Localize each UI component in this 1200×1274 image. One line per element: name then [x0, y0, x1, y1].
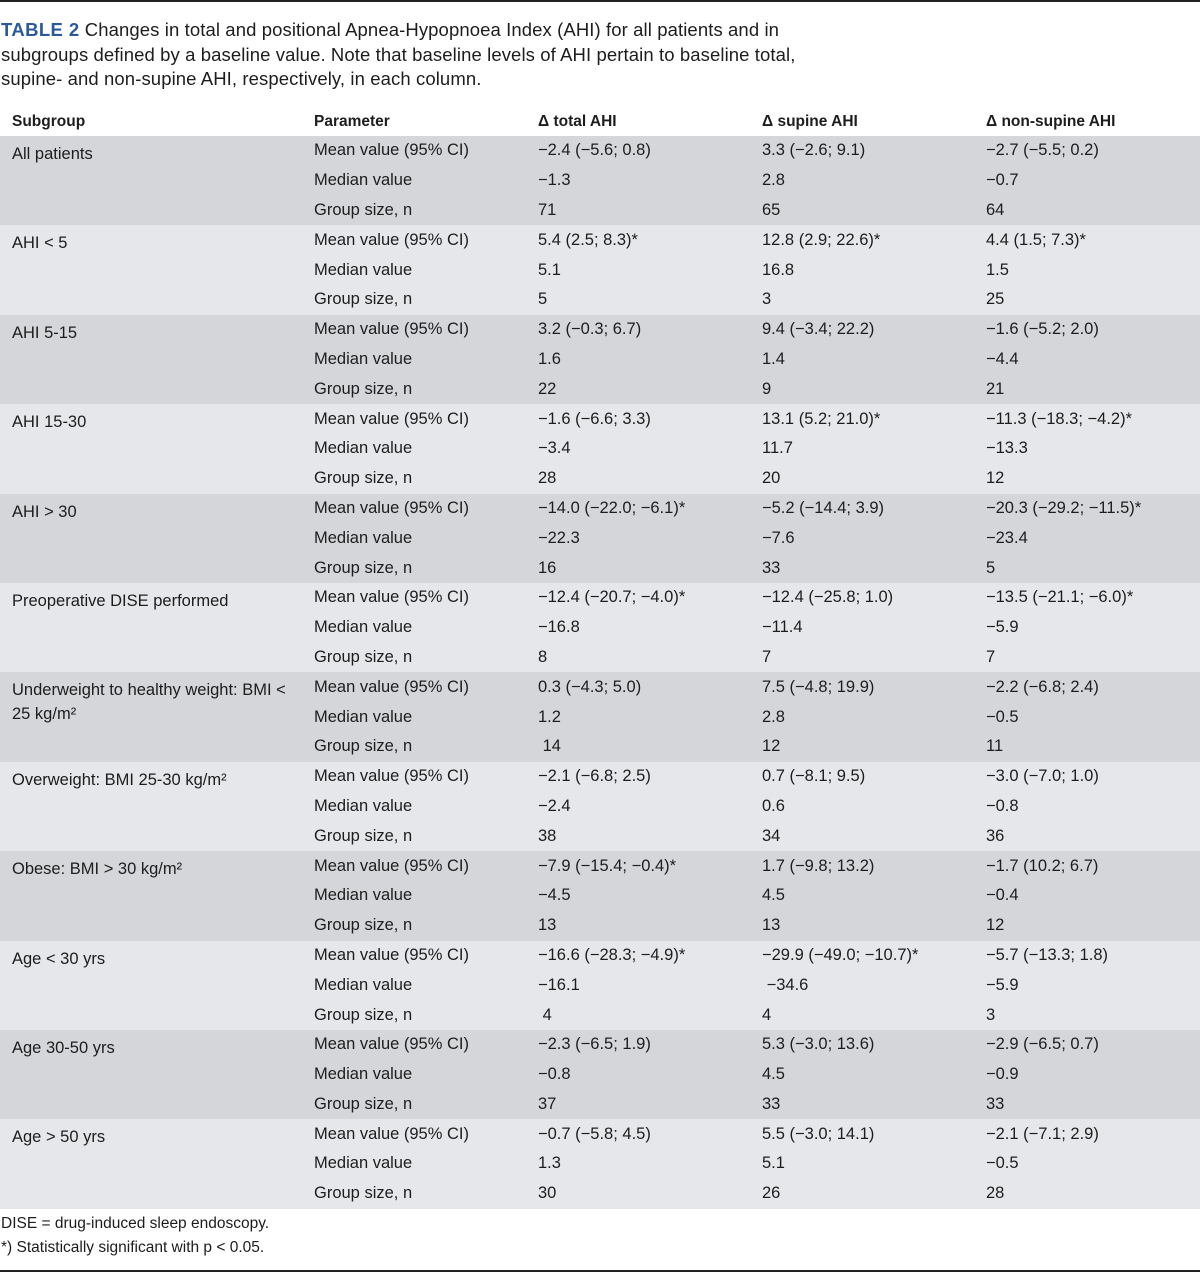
table-row	[0, 196, 1200, 226]
subgroup-block	[0, 583, 1200, 672]
delta-total-ahi-cell: 3.2 (−0.3; 6.7)	[538, 320, 642, 339]
parameter-cell: Median value	[314, 1154, 413, 1173]
delta-nonsupine-ahi-cell: −4.4	[986, 349, 1019, 368]
parameter-cell: Mean value (95% CI)	[314, 320, 469, 339]
delta-nonsupine-ahi-cell: −2.1 (−7.1; 2.9)	[986, 1124, 1099, 1143]
table-row	[0, 732, 1200, 762]
table-row	[0, 255, 1200, 285]
parameter-cell: Mean value (95% CI)	[314, 230, 469, 249]
delta-total-ahi-cell: 14	[538, 737, 561, 756]
parameter-cell: Mean value (95% CI)	[314, 1124, 469, 1143]
parameter-cell: Median value	[314, 1065, 413, 1084]
delta-supine-ahi-cell: 5.1	[762, 1154, 785, 1173]
delta-nonsupine-ahi-cell: −5.9	[986, 975, 1019, 994]
delta-supine-ahi-cell: 13	[762, 916, 781, 935]
parameter-cell: Group size, n	[314, 290, 413, 309]
delta-supine-ahi-cell: −29.9 (−49.0; −10.7)*	[762, 945, 919, 964]
delta-total-ahi-cell: 0.3 (−4.3; 5.0)	[538, 677, 642, 696]
delta-total-ahi-cell: −3.4	[538, 439, 571, 458]
delta-nonsupine-ahi-cell: −13.5 (−21.1; −6.0)*	[986, 588, 1134, 607]
parameter-cell: Mean value (95% CI)	[314, 856, 469, 875]
delta-supine-ahi-cell: 7	[762, 647, 772, 666]
delta-supine-ahi-cell: 12	[762, 737, 781, 756]
delta-total-ahi-cell: −2.4 (−5.6; 0.8)	[538, 141, 651, 160]
subgroup-block	[0, 494, 1200, 583]
delta-nonsupine-ahi-cell: 12	[986, 469, 1005, 488]
header-delta-total-ahi: Δ total AHI	[538, 113, 617, 130]
delta-supine-ahi-cell: 1.4	[762, 349, 785, 368]
delta-supine-ahi-cell: 33	[762, 1094, 781, 1113]
header-parameter: Parameter	[314, 113, 390, 130]
table-row	[0, 523, 1200, 553]
delta-total-ahi-cell: 5.1	[538, 260, 561, 279]
delta-total-ahi-cell: −1.6 (−6.6; 3.3)	[538, 409, 651, 428]
delta-supine-ahi-cell: 2.8	[762, 171, 785, 190]
subgroup-block	[0, 762, 1200, 851]
delta-supine-ahi-cell: 3	[762, 290, 772, 309]
delta-total-ahi-cell: 5.4 (2.5; 8.3)*	[538, 230, 638, 249]
parameter-cell: Group size, n	[314, 469, 413, 488]
parameter-cell: Group size, n	[314, 647, 413, 666]
delta-total-ahi-cell: 22	[538, 379, 557, 398]
parameter-cell: Mean value (95% CI)	[314, 498, 469, 517]
delta-nonsupine-ahi-cell: 1.5	[986, 260, 1009, 279]
delta-nonsupine-ahi-cell: −0.5	[986, 707, 1019, 726]
parameter-cell: Group size, n	[314, 379, 413, 398]
delta-nonsupine-ahi-cell: −3.0 (−7.0; 1.0)	[986, 767, 1099, 786]
parameter-cell: Mean value (95% CI)	[314, 767, 469, 786]
parameter-cell: Median value	[314, 439, 413, 458]
subgroup-label: AHI > 30	[12, 502, 77, 521]
table-footnotes	[1, 1212, 269, 1260]
delta-supine-ahi-cell: 5.5 (−3.0; 14.1)	[762, 1124, 875, 1143]
parameter-cell: Mean value (95% CI)	[314, 141, 469, 160]
footnote-significance: *) Statistically significant with p < 0.05.	[1, 1239, 265, 1256]
delta-total-ahi-cell: 1.2	[538, 707, 561, 726]
table-row	[0, 792, 1200, 822]
delta-total-ahi-cell: 37	[538, 1094, 557, 1113]
delta-nonsupine-ahi-cell: −0.4	[986, 886, 1019, 905]
delta-supine-ahi-cell: 33	[762, 558, 781, 577]
delta-total-ahi-cell: 30	[538, 1184, 557, 1203]
subgroup-block	[0, 225, 1200, 314]
delta-supine-ahi-cell: 26	[762, 1184, 781, 1203]
parameter-cell: Median value	[314, 886, 413, 905]
delta-total-ahi-cell: −1.3	[538, 171, 571, 190]
data-table	[0, 108, 1200, 1209]
delta-supine-ahi-cell: 4	[762, 1005, 772, 1024]
delta-supine-ahi-cell: 0.6	[762, 796, 785, 815]
delta-nonsupine-ahi-cell: −1.6 (−5.2; 2.0)	[986, 320, 1099, 339]
table-row	[0, 494, 1200, 524]
parameter-cell: Group size, n	[314, 558, 413, 577]
parameter-cell: Group size, n	[314, 826, 413, 845]
delta-total-ahi-cell: 16	[538, 558, 557, 577]
table-row	[0, 851, 1200, 881]
table-row	[0, 613, 1200, 643]
parameter-cell: Median value	[314, 171, 413, 190]
delta-total-ahi-cell: −22.3	[538, 528, 580, 547]
delta-total-ahi-cell: 28	[538, 469, 557, 488]
delta-supine-ahi-cell: 20	[762, 469, 781, 488]
delta-nonsupine-ahi-cell: 3	[986, 1005, 996, 1024]
delta-supine-ahi-cell: 9.4 (−3.4; 22.2)	[762, 320, 875, 339]
delta-supine-ahi-cell: −11.4	[762, 618, 803, 637]
delta-nonsupine-ahi-cell: −0.8	[986, 796, 1019, 815]
parameter-cell: Group size, n	[314, 200, 413, 219]
delta-nonsupine-ahi-cell: 7	[986, 647, 996, 666]
delta-nonsupine-ahi-cell: −11.3 (−18.3; −4.2)*	[986, 409, 1133, 428]
table-row	[0, 702, 1200, 732]
delta-nonsupine-ahi-cell: −0.5	[986, 1154, 1019, 1173]
delta-nonsupine-ahi-cell: 36	[986, 826, 1005, 845]
delta-supine-ahi-cell: 4.5	[762, 1065, 785, 1084]
delta-total-ahi-cell: 1.3	[538, 1154, 561, 1173]
delta-supine-ahi-cell: −12.4 (−25.8; 1.0)	[762, 588, 894, 607]
table-row	[0, 881, 1200, 911]
subgroup-label: AHI 15-30	[12, 413, 87, 432]
delta-nonsupine-ahi-cell: 21	[986, 379, 1005, 398]
table-row	[0, 225, 1200, 255]
subgroup-label: Obese: BMI > 30 kg/m²	[12, 860, 183, 879]
table-row	[0, 821, 1200, 851]
delta-nonsupine-ahi-cell: −0.9	[986, 1065, 1019, 1084]
table-row	[0, 464, 1200, 494]
caption-text: Changes in total and positional Apnea-Hypopnoea Index (AHI) for all patients and in subgroups defined by a baseline value. Note that baseline levels of AHI pertain to baseline total, supine- and non-supine AHI, respectively, in each column.	[1, 19, 796, 89]
table-row	[0, 434, 1200, 464]
subgroup-block	[0, 1119, 1200, 1208]
delta-total-ahi-cell: −2.3 (−6.5; 1.9)	[538, 1035, 651, 1054]
delta-nonsupine-ahi-cell: 11	[986, 737, 1004, 756]
subgroup-block	[0, 1030, 1200, 1119]
parameter-cell: Median value	[314, 260, 413, 279]
parameter-cell: Mean value (95% CI)	[314, 588, 469, 607]
subgroup-label: Age 30-50 yrs	[12, 1038, 115, 1057]
table-body	[0, 136, 1200, 1209]
delta-nonsupine-ahi-cell: 4.4 (1.5; 7.3)*	[986, 230, 1086, 249]
delta-supine-ahi-cell: −34.6	[762, 975, 809, 994]
table-row	[0, 643, 1200, 673]
table-row	[0, 1000, 1200, 1030]
parameter-cell: Group size, n	[314, 1184, 413, 1203]
parameter-cell: Mean value (95% CI)	[314, 1035, 469, 1054]
subgroup-label: Age < 30 yrs	[12, 949, 106, 968]
parameter-cell: Median value	[314, 975, 413, 994]
delta-supine-ahi-cell: 16.8	[762, 260, 795, 279]
table-row	[0, 911, 1200, 941]
delta-supine-ahi-cell: −5.2 (−14.4; 3.9)	[762, 498, 885, 517]
delta-nonsupine-ahi-cell: 28	[986, 1184, 1005, 1203]
delta-total-ahi-cell: 13	[538, 916, 557, 935]
delta-nonsupine-ahi-cell: −20.3 (−29.2; −11.5)*	[986, 498, 1142, 517]
delta-supine-ahi-cell: 9	[762, 379, 772, 398]
table-row	[0, 762, 1200, 792]
delta-total-ahi-cell: 71	[538, 200, 557, 219]
delta-total-ahi-cell: −16.8	[538, 618, 580, 637]
table-row	[0, 941, 1200, 971]
delta-nonsupine-ahi-cell: −2.9 (−6.5; 0.7)	[986, 1035, 1099, 1054]
delta-supine-ahi-cell: 12.8 (2.9; 22.6)*	[762, 230, 881, 249]
delta-supine-ahi-cell: 3.3 (−2.6; 9.1)	[762, 141, 866, 160]
subgroup-label: AHI < 5	[12, 234, 68, 253]
subgroup-label: All patients	[12, 145, 93, 163]
table-row	[0, 136, 1200, 166]
parameter-cell: Median value	[314, 349, 413, 368]
table-row	[0, 583, 1200, 613]
table-row	[0, 345, 1200, 375]
parameter-cell: Group size, n	[314, 1094, 413, 1113]
delta-total-ahi-cell: −0.8	[538, 1065, 571, 1084]
delta-total-ahi-cell: 4	[538, 1005, 552, 1024]
delta-nonsupine-ahi-cell: −0.7	[986, 171, 1019, 190]
delta-supine-ahi-cell: 5.3 (−3.0; 13.6)	[762, 1035, 875, 1054]
delta-supine-ahi-cell: 11.7	[762, 439, 793, 458]
table-row	[0, 315, 1200, 345]
delta-total-ahi-cell: −2.1 (−6.8; 2.5)	[538, 767, 651, 786]
parameter-cell: Group size, n	[314, 916, 413, 935]
delta-nonsupine-ahi-cell: 33	[986, 1094, 1005, 1113]
parameter-cell: Mean value (95% CI)	[314, 945, 469, 964]
parameter-cell: Group size, n	[314, 1005, 413, 1024]
delta-total-ahi-cell: −16.6 (−28.3; −4.9)*	[538, 945, 686, 964]
delta-supine-ahi-cell: 1.7 (−9.8; 13.2)	[762, 856, 875, 875]
table-row	[0, 672, 1200, 702]
table-header-row	[0, 108, 1200, 136]
delta-total-ahi-cell: −16.1	[538, 975, 580, 994]
delta-total-ahi-cell: −12.4 (−20.7; −4.0)*	[538, 588, 686, 607]
subgroup-label: Preoperative DISE performed	[12, 591, 229, 610]
delta-total-ahi-cell: 38	[538, 826, 557, 845]
subgroup-label: Age > 50 yrs	[12, 1128, 106, 1147]
table-row	[0, 1090, 1200, 1120]
parameter-cell: Median value	[314, 796, 413, 815]
subgroup-block	[0, 851, 1200, 940]
delta-supine-ahi-cell: 2.8	[762, 707, 785, 726]
parameter-cell: Median value	[314, 618, 413, 637]
header-subgroup: Subgroup	[12, 113, 86, 130]
table-row	[0, 285, 1200, 315]
delta-total-ahi-cell: 8	[538, 647, 548, 666]
header-delta-nonsupine-ahi: Δ non-supine AHI	[986, 113, 1116, 130]
subgroup-block	[0, 136, 1200, 225]
top-rule	[0, 0, 1200, 2]
table-row	[0, 970, 1200, 1000]
delta-supine-ahi-cell: −7.6	[762, 528, 795, 547]
subgroup-block	[0, 941, 1200, 1030]
parameter-cell: Mean value (95% CI)	[314, 409, 469, 428]
delta-nonsupine-ahi-cell: −5.7 (−13.3; 1.8)	[986, 945, 1109, 964]
delta-supine-ahi-cell: 34	[762, 826, 781, 845]
delta-nonsupine-ahi-cell: −1.7 (10.2; 6.7)	[986, 856, 1099, 875]
delta-nonsupine-ahi-cell: −13.3	[986, 439, 1028, 458]
table-row	[0, 1030, 1200, 1060]
table-row	[0, 553, 1200, 583]
table-row	[0, 1149, 1200, 1179]
delta-nonsupine-ahi-cell: 64	[986, 200, 1005, 219]
delta-nonsupine-ahi-cell: 5	[986, 558, 996, 577]
delta-total-ahi-cell: −2.4	[538, 796, 571, 815]
delta-nonsupine-ahi-cell: 12	[986, 916, 1005, 935]
parameter-cell: Group size, n	[314, 737, 413, 756]
delta-nonsupine-ahi-cell: −23.4	[986, 528, 1028, 547]
subgroup-label: AHI 5-15	[12, 323, 78, 342]
delta-total-ahi-cell: −14.0 (−22.0; −6.1)*	[538, 498, 686, 517]
delta-supine-ahi-cell: 4.5	[762, 886, 785, 905]
delta-supine-ahi-cell: 0.7 (−8.1; 9.5)	[762, 767, 866, 786]
delta-total-ahi-cell: −7.9 (−15.4; −0.4)*	[538, 856, 677, 875]
table-caption	[1, 18, 841, 92]
subgroup-label: Overweight: BMI 25-30 kg/m²	[12, 770, 227, 789]
delta-total-ahi-cell: −0.7 (−5.8; 4.5)	[538, 1124, 651, 1143]
subgroup-block	[0, 672, 1200, 761]
parameter-cell: Median value	[314, 707, 413, 726]
delta-total-ahi-cell: 1.6	[538, 349, 561, 368]
delta-nonsupine-ahi-cell: 25	[986, 290, 1005, 309]
delta-total-ahi-cell: 5	[538, 290, 548, 309]
delta-nonsupine-ahi-cell: −2.7 (−5.5; 0.2)	[986, 141, 1099, 160]
delta-nonsupine-ahi-cell: −2.2 (−6.8; 2.4)	[986, 677, 1099, 696]
table-row	[0, 1060, 1200, 1090]
header-delta-supine-ahi: Δ supine AHI	[762, 113, 858, 130]
delta-total-ahi-cell: −4.5	[538, 886, 571, 905]
delta-supine-ahi-cell: 65	[762, 200, 781, 219]
footnote-dise: DISE = drug-induced sleep endoscopy.	[1, 1215, 270, 1232]
subgroup-block	[0, 404, 1200, 493]
delta-supine-ahi-cell: 13.1 (5.2; 21.0)*	[762, 409, 881, 428]
table-row	[0, 1119, 1200, 1149]
parameter-cell: Median value	[314, 528, 413, 547]
table-row	[0, 166, 1200, 196]
table-row	[0, 404, 1200, 434]
caption-label: TABLE 2	[1, 19, 80, 40]
subgroup-block	[0, 315, 1200, 404]
table-row	[0, 374, 1200, 404]
table-row	[0, 1179, 1200, 1209]
delta-supine-ahi-cell: 7.5 (−4.8; 19.9)	[762, 677, 875, 696]
delta-nonsupine-ahi-cell: −5.9	[986, 618, 1019, 637]
subgroup-label: Underweight to healthy weight: BMI < 25 kg/m²	[12, 681, 286, 724]
parameter-cell: Mean value (95% CI)	[314, 677, 469, 696]
bottom-rule	[0, 1270, 1200, 1272]
